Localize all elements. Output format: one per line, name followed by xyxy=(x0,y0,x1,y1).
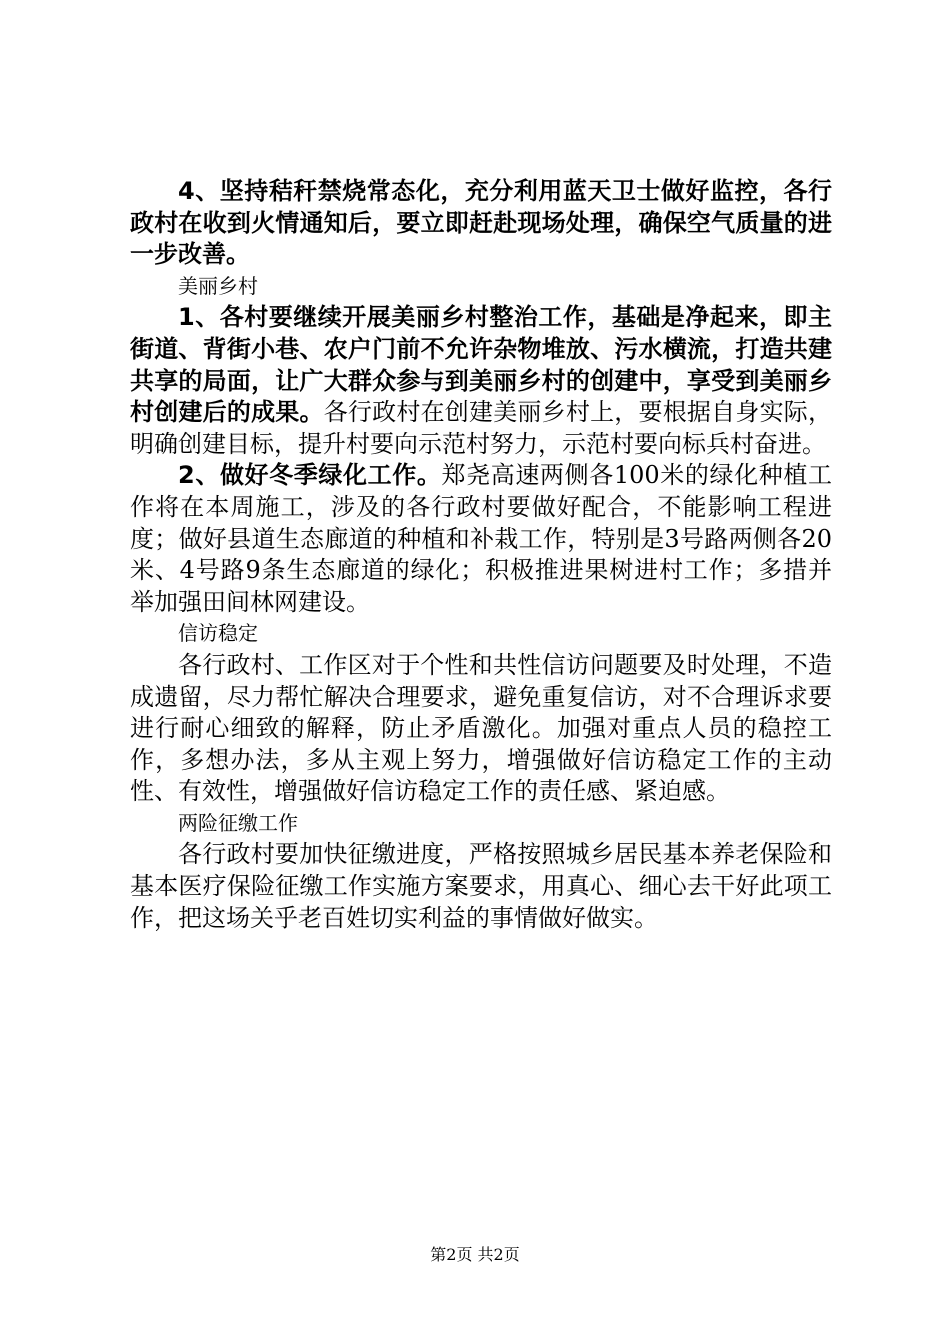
paragraph-winter-greening xyxy=(130,460,832,618)
paragraph-petition-handling xyxy=(130,650,832,808)
paragraph-normal-text: 各行政村在创建美丽乡村上，要根据自身实际，明确创建目标，提升村要向示范村努力，示范村要向标兵村奋进。 xyxy=(130,398,833,458)
paragraph-normal-text: 郑尧高速两侧各100米的绿化种植工作将在本周施工，涉及的各行政村要做好配合，不能影响工程进度；做好县道生态廊道的种植和补栽工作，特别是3号路两侧各20米、4号路9条生态廊道的绿化；积极推进果树进村工作；多措并举加强田间林网建设。 xyxy=(130,461,832,616)
paragraph-village-renovation xyxy=(130,302,832,460)
document-body xyxy=(130,176,832,934)
paragraph-bold-text: 1、各村要继续开展美丽乡村整治工作，基础是净起来，即主街道、背街小巷、农户门前不允许杂物堆放、污水横流，打造共建共享的局面，让广大群众参与到美丽乡村的创建中，享受到美丽乡村创建后的成果。 xyxy=(130,303,832,427)
paragraph-normal-text: 各行政村、工作区对于个性和共性信访问题要及时处理，不造成遗留，尽力帮忙解决合理要求，避免重复信访，对不合理诉求要进行耐心细致的解释，防止矛盾激化。加强对重点人员的稳控工作，多想办法，多从主观上努力，增强做好信访稳定工作的主动性、有效性，增强做好信访稳定工作的责任感、紧迫感。 xyxy=(130,650,832,806)
paragraph-insurance-collection xyxy=(130,839,832,934)
paragraph-bold-text: 4、坚持秸秆禁烧常态化，充分利用蓝天卫士做好监控，各行政村在收到火情通知后，要立即赶赴现场处理，确保空气质量的进一步改善。 xyxy=(130,177,832,269)
section-heading-beautiful-village: 美丽乡村 xyxy=(178,273,258,298)
paragraph-bold-text: 2、做好冬季绿化工作。 xyxy=(178,461,442,490)
paragraph-normal-text: 各行政村要加快征缴进度，严格按照城乡居民基本养老保险和基本医疗保险征缴工作实施方案要求，用真心、细心去干好此项工作，把这场关乎老百姓切实利益的事情做好做实。 xyxy=(130,840,832,932)
page-number-footer: 第2页 共2页 xyxy=(430,1245,520,1264)
section-heading-insurance-collection: 两险征缴工作 xyxy=(178,810,298,835)
section-heading-petition-stability: 信访稳定 xyxy=(178,621,258,646)
paragraph-straw-burning xyxy=(130,176,832,271)
